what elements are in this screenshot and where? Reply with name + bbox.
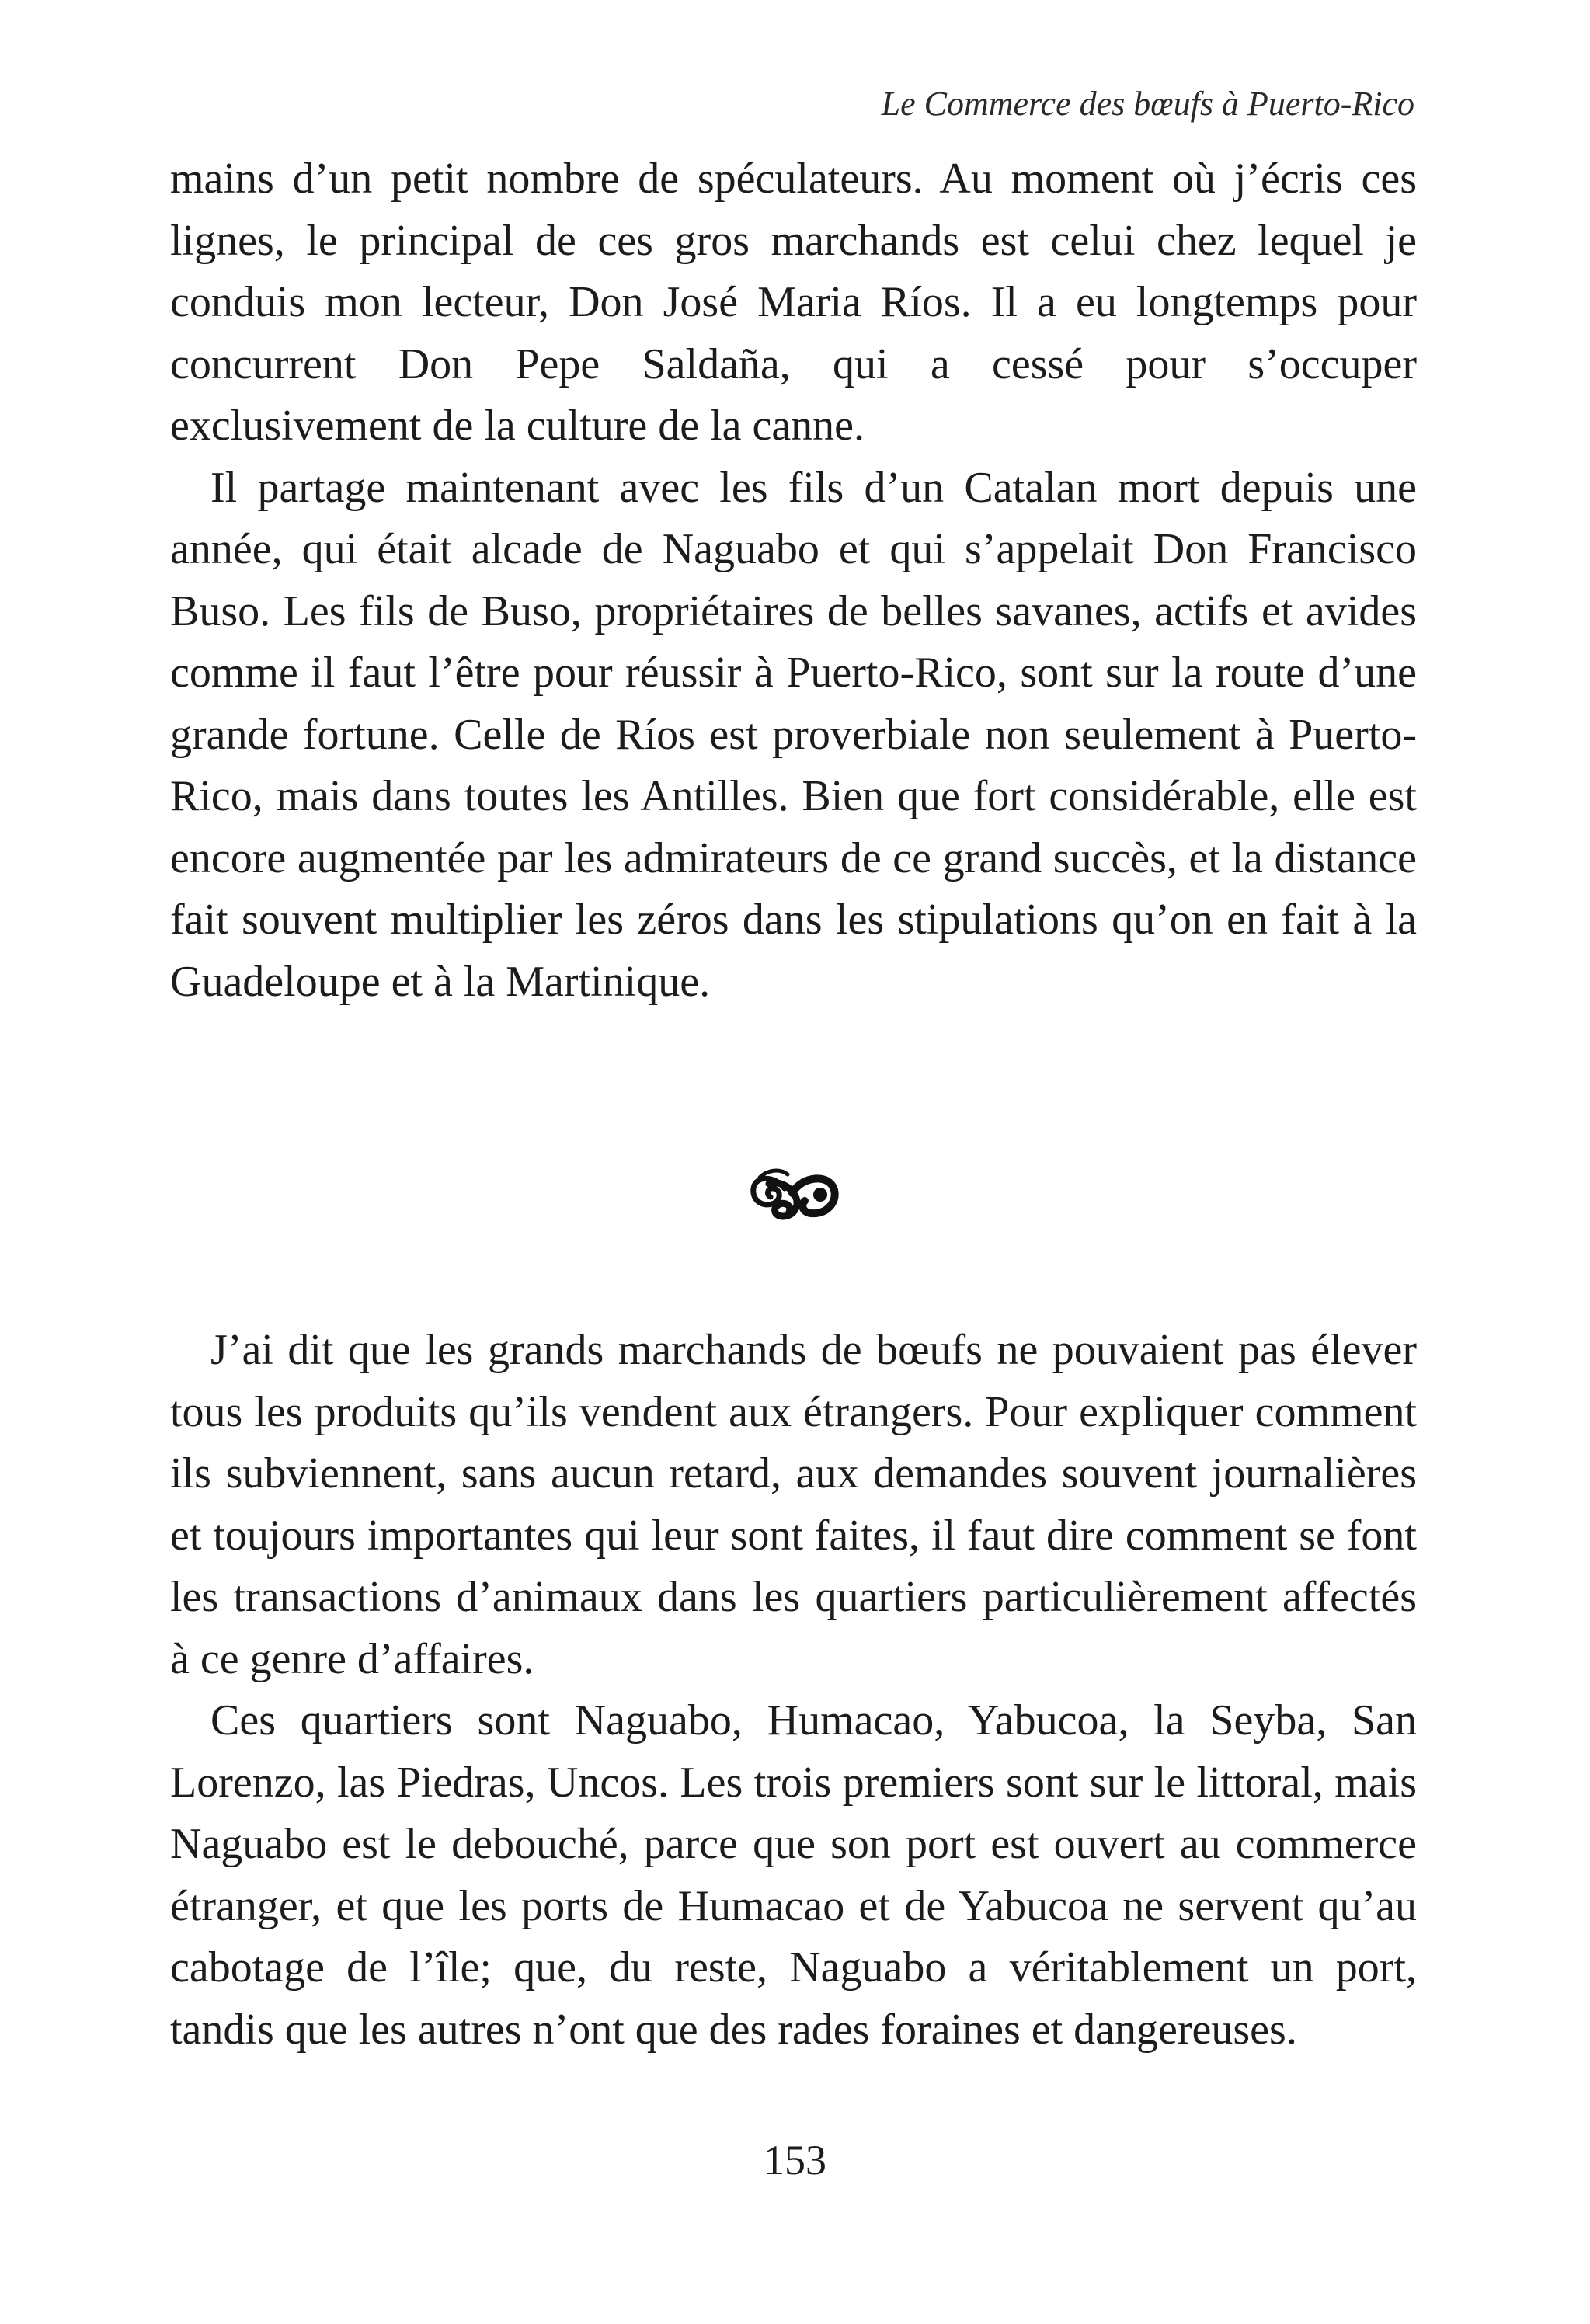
paragraph: Ces quartiers sont Naguabo, Humacao, Yabucoa, la Seyba, San Lorenzo, las Piedras, Uncos. Les trois premiers sont sur le littoral, mais Naguabo est le debouché, parce que son port est ouvert au commerce étranger, et que les ports de Humacao et de Yabucoa ne servent qu’au cabotage de l’île; que, du reste, Naguabo a véritablement un port, tandis que les autres n’ont que des rades foraines et dangereuses. xyxy=(170,1696,1417,2054)
page-number: 153 xyxy=(764,2137,826,2183)
paragraph-continuation: mains d’un petit nombre de spéculateurs. Au moment où j’écris ces lignes, le principal de ces gros marchands est celui chez lequel je conduis mon lecteur, Don José Maria Ríos. Il a eu longtemps pour concurrent Don Pepe Saldaña, qui a cessé pour s’occuper exclusivement de la culture de la canne. xyxy=(170,155,1417,450)
running-title: Le Commerce des bœufs à Puerto-Rico xyxy=(881,85,1414,123)
fleuron-ornament-icon xyxy=(746,1157,844,1227)
paragraph: J’ai dit que les grands marchands de bœufs ne pouvaient pas élever tous les produits qu’ils vendent aux étrangers. Pour expliquer comment ils subviennent, sans aucun retard, aux demandes souvent journalières et toujours importantes qui leur sont faites, il faut dire comment se font les transactions d’animaux dans les quartiers particulièrement affectés à ce genre d’affaires. xyxy=(170,1326,1417,1683)
section-before-ornament xyxy=(170,148,1417,1013)
paragraph: Il partage maintenant avec les fils d’un Catalan mort depuis une année, qui était alcade de Naguabo et qui s’appelait Don Francisco Buso. Les fils de Buso, propriétaires de belles savanes, actifs et avides comme il faut l’être pour réussir à Puerto-Rico, sont sur la route d’une grande fortune. Celle de Ríos est proverbiale non seulement à Puerto-Rico, mais dans toutes les Antilles. Bien que fort considérable, elle est encore augmentée par les admirateurs de ce grand succès, et la distance fait souvent multiplier les zéros dans les stipulations qu’on en fait à la Guadeloupe et à la Martinique. xyxy=(170,463,1417,1006)
section-after-ornament xyxy=(170,1320,1417,2061)
